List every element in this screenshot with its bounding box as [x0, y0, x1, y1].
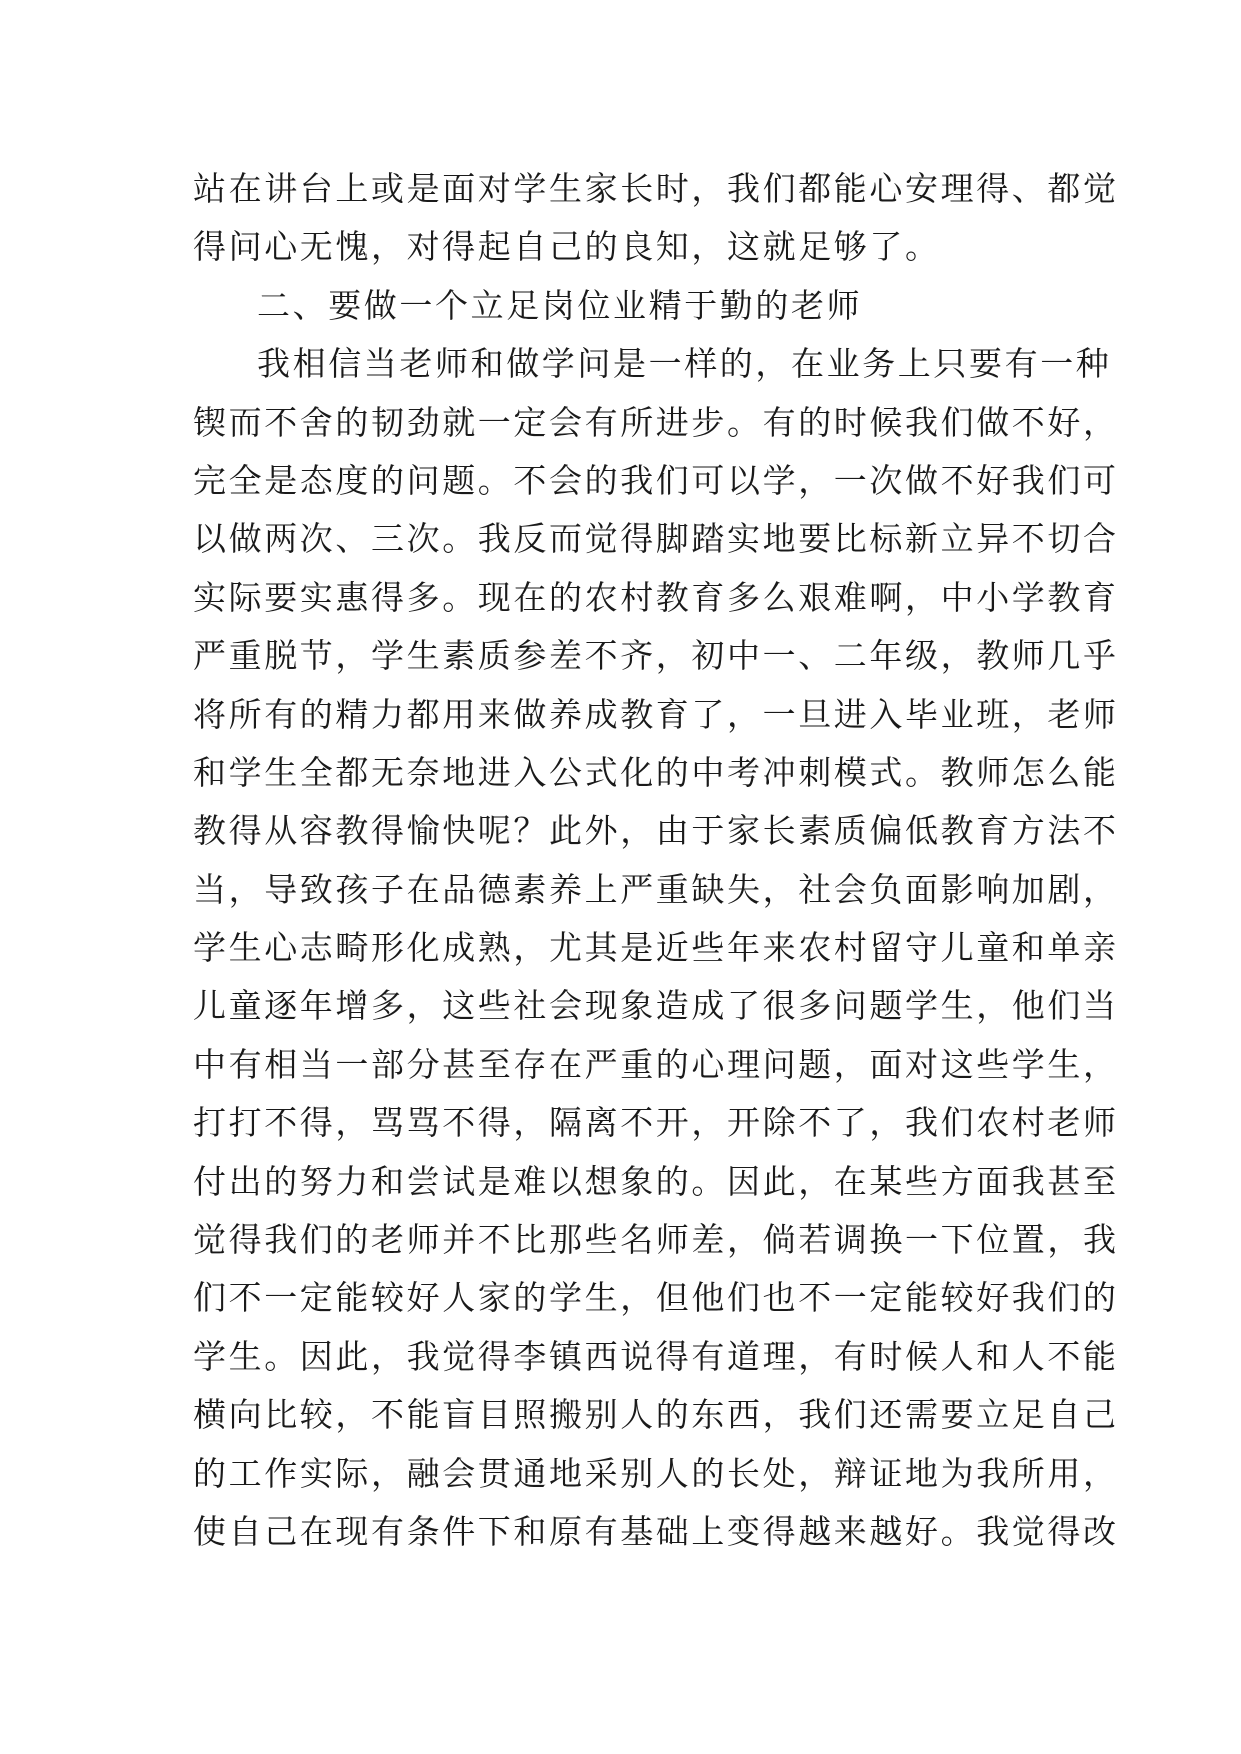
- text-line: 锲而不舍的韧劲就一定会有所进步。有的时候我们做不好，: [193, 402, 1119, 442]
- text-line: 付出的努力和尝试是难以想象的。因此，在某些方面我甚至: [193, 1161, 1119, 1201]
- text-line: 完全是态度的问题。不会的我们可以学，一次做不好我们可: [193, 460, 1119, 500]
- text-line: 觉得我们的老师并不比那些名师差，倘若调换一下位置，我: [193, 1220, 1119, 1260]
- text-line: 教得从容教得愉快呢？此外，由于家长素质偏低教育方法不: [193, 811, 1119, 851]
- text-line: 得问心无愧，对得起自己的良知，这就足够了。: [193, 227, 941, 267]
- section-heading: 二、要做一个立足岗位业精于勤的老师: [257, 285, 863, 325]
- paragraph-first-line: 我相信当老师和做学问是一样的，在业务上只要有一种: [257, 344, 1112, 384]
- text-line: 站在讲台上或是面对学生家长时，我们都能心安理得、都觉: [193, 169, 1119, 208]
- text-line: 当，导致孩子在品德素养上严重缺失，社会负面影响加剧，: [193, 869, 1119, 909]
- text-line: 学生。因此，我觉得李镇西说得有道理，有时候人和人不能: [193, 1336, 1119, 1376]
- text-line: 中有相当一部分甚至存在严重的心理问题，面对这些学生，: [193, 1044, 1119, 1084]
- text-line: 们不一定能较好人家的学生，但他们也不一定能较好我们的: [193, 1278, 1119, 1318]
- text-line: 将所有的精力都用来做养成教育了，一旦进入毕业班，老师: [193, 694, 1119, 734]
- text-line: 学生心志畸形化成熟，尤其是近些年来农村留守儿童和单亲: [193, 928, 1119, 968]
- text-line: 的工作实际，融会贯通地采别人的长处，辩证地为我所用，: [193, 1453, 1119, 1493]
- text-line: 使自己在现有条件下和原有基础上变得越来越好。我觉得改: [193, 1511, 1119, 1551]
- text-line: 和学生全都无奈地进入公式化的中考冲刺模式。教师怎么能: [193, 752, 1119, 792]
- text-line: 打打不得，骂骂不得，隔离不开，开除不了，我们农村老师: [193, 1103, 1119, 1143]
- text-line: 儿童逐年增多，这些社会现象造成了很多问题学生，他们当: [193, 986, 1119, 1026]
- body-text: [193, 160, 1119, 1561]
- text-line: 实际要实惠得多。现在的农村教育多么艰难啊，中小学教育: [193, 577, 1119, 617]
- text-line: 以做两次、三次。我反而觉得脚踏实地要比标新立异不切合: [193, 519, 1119, 559]
- text-line: 横向比较，不能盲目照搬别人的东西，我们还需要立足自己: [193, 1395, 1119, 1435]
- text-line: 严重脱节，学生素质参差不齐，初中一、二年级，教师几乎: [193, 636, 1119, 676]
